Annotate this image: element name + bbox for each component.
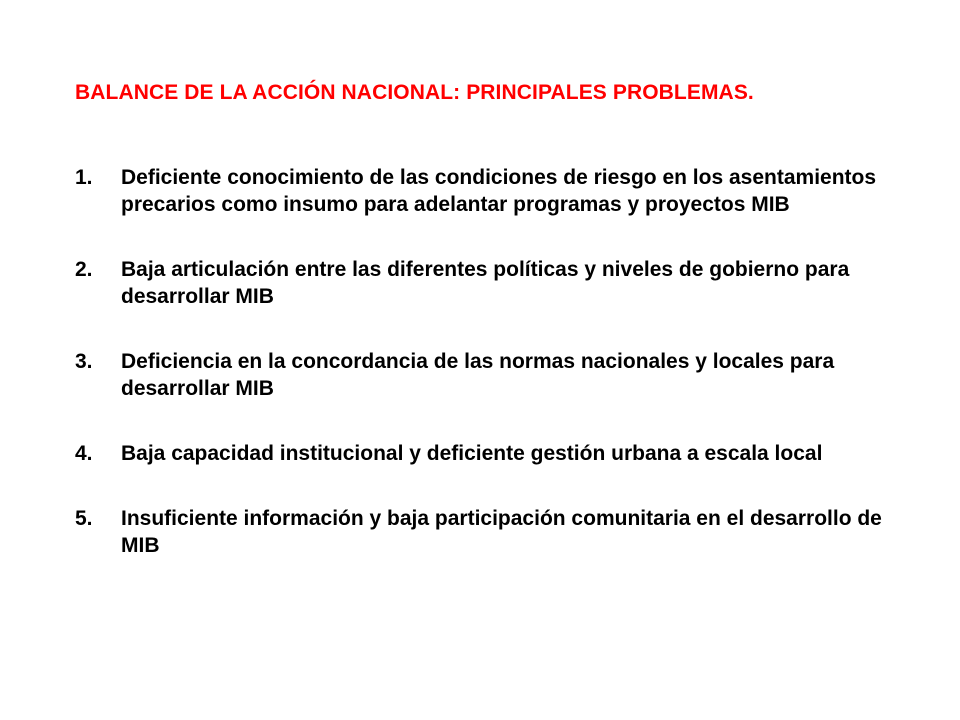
problem-text: Deficiente conocimiento de las condiciones de riesgo en los asentamientos precarios como insumo para adelantar programas y proyectos MIB (121, 166, 877, 216)
problem-text: Insuficiente información y baja participación comunitaria en el desarrollo de MIB (121, 507, 882, 557)
problem-number: 5. (75, 507, 93, 530)
problem-item-2 (75, 256, 895, 310)
problem-number: 1. (75, 166, 93, 189)
problem-list (75, 164, 895, 597)
problem-text: Baja articulación entre las diferentes políticas y niveles de gobierno para desarrollar MIB (121, 258, 850, 308)
problem-text: Baja capacidad institucional y deficiente gestión urbana a escala local (121, 442, 823, 465)
problem-item-1 (75, 164, 895, 218)
problem-item-4 (75, 440, 895, 467)
slide-title: BALANCE DE LA ACCIÓN NACIONAL: PRINCIPALES PROBLEMAS. (75, 81, 754, 104)
problem-number: 3. (75, 350, 93, 373)
problem-number: 2. (75, 258, 93, 281)
problem-number: 4. (75, 442, 93, 465)
problem-item-5 (75, 505, 895, 559)
problem-text: Deficiencia en la concordancia de las normas nacionales y locales para desarrollar MIB (121, 350, 835, 400)
problem-item-3 (75, 348, 895, 402)
